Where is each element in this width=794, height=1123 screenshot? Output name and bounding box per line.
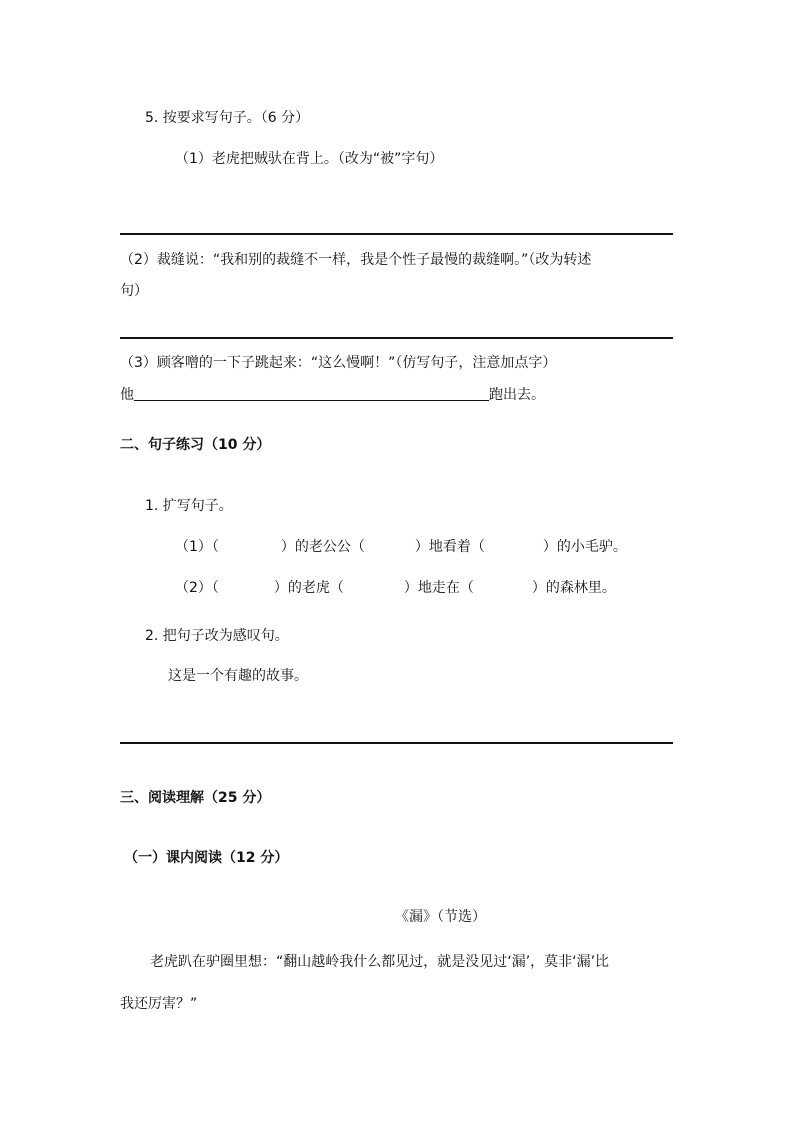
q5-item2-line2: 句） — [120, 283, 148, 299]
s3-sub1-title: （一）课内阅读（12 分） — [124, 850, 289, 866]
q5-item2-line1: （2）裁缝说：“我和别的裁缝不一样，我是个性子最慢的裁缝啊。”（改为转述 — [120, 252, 592, 268]
section3-title: 三、阅读理解（25 分） — [120, 790, 271, 806]
q5-item3-prefix: 他 — [120, 387, 134, 403]
s2-q1-item1-open: （ — [211, 539, 219, 555]
q5-item3-fill — [120, 385, 545, 405]
q5-item1: （1）老虎把贼驮在背上。（改为“被”字句） — [175, 151, 444, 167]
s2-q1-item1 — [175, 537, 627, 557]
passage-line-2: 我还厉害？” — [120, 996, 198, 1012]
passage-line-1: 老虎趴在驴圈里想：“翻山越岭我什么都见过，就是没见过‘漏’，莫非‘漏’比 — [150, 954, 610, 970]
s2-q1-title: 1. 扩写句子。 — [145, 498, 233, 514]
s2-q1-item2-open: （ — [211, 580, 219, 596]
answer-line-3[interactable] — [120, 742, 673, 744]
s2-q1-item1-num: （1） — [175, 539, 212, 555]
s2-q1-item2 — [175, 578, 616, 598]
s2-q1-item2-text-2: ）的老虎（ — [273, 580, 344, 596]
s2-q1-item2-num: （2） — [175, 580, 212, 596]
s2-q2-title: 2. 把句子改为感叹句。 — [145, 628, 289, 644]
s2-q1-item1-text-3: ）地看着（ — [414, 539, 485, 555]
section2-title: 二、句子练习（10 分） — [120, 437, 271, 453]
q5-item3: （3）顾客噌的一下子跳起来：“这么慢啊！”（仿写句子，注意加点字） — [120, 355, 557, 371]
q5-title: 5. 按要求写句子。（6 分） — [145, 110, 310, 126]
answer-line-2[interactable] — [120, 337, 673, 339]
s2-q1-item2-text-4: ）的森林里。 — [531, 580, 616, 596]
passage-title: 《漏》（节选） — [395, 909, 486, 925]
s2-q1-item1-text-2: ）的老公公（ — [280, 539, 365, 555]
q5-item3-suffix: 跑出去。 — [489, 387, 545, 403]
answer-line-1[interactable] — [120, 233, 673, 235]
s2-q2-sentence: 这是一个有趣的故事。 — [168, 668, 308, 684]
s2-q1-item2-text-3: ）地走在（ — [403, 580, 474, 596]
s2-q1-item1-text-4: ）的小毛驴。 — [542, 539, 627, 555]
q5-item3-blank[interactable] — [134, 386, 489, 401]
